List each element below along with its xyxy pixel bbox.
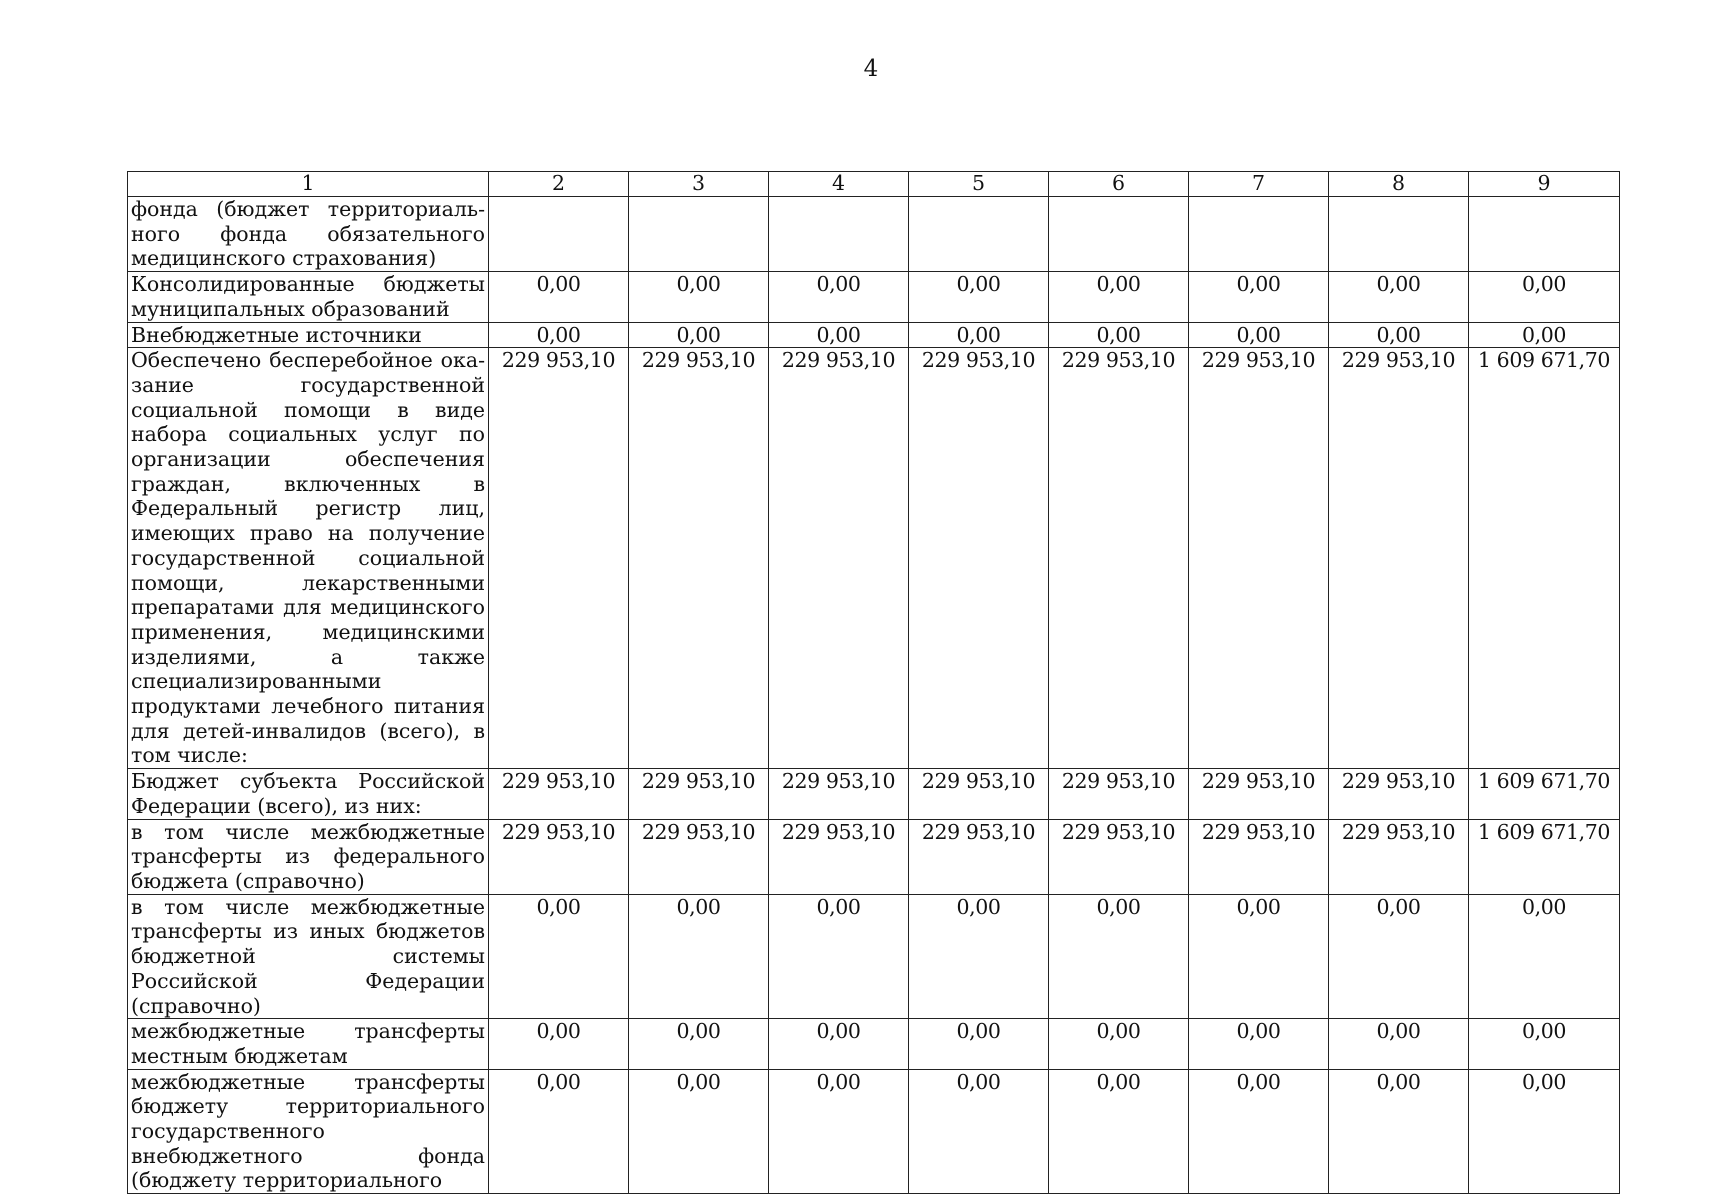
column-header: 7: [1189, 172, 1329, 197]
row-value: 0,00: [769, 1069, 909, 1194]
row-value: 229 953,10: [769, 348, 909, 769]
row-value: 229 953,10: [769, 819, 909, 894]
row-value: 229 953,10: [1049, 769, 1189, 819]
row-value: 0,00: [489, 322, 629, 348]
row-value: 229 953,10: [1189, 819, 1329, 894]
row-value: 0,00: [1189, 322, 1329, 348]
column-header: 9: [1469, 172, 1620, 197]
row-value: 0,00: [629, 1069, 769, 1194]
row-value: 229 953,10: [909, 819, 1049, 894]
row-value: 0,00: [1469, 1069, 1620, 1194]
table-row: [128, 769, 1620, 819]
row-value: [769, 197, 909, 272]
row-value: 0,00: [1189, 1019, 1329, 1069]
row-value: 0,00: [1329, 1069, 1469, 1194]
row-label: межбюджетные трансферты местным бюджетам: [128, 1019, 489, 1069]
row-value: 0,00: [489, 272, 629, 322]
row-value: 0,00: [909, 1069, 1049, 1194]
row-value: 229 953,10: [629, 819, 769, 894]
table-row: [128, 197, 1620, 272]
column-header: 1: [128, 172, 489, 197]
row-label: Обеспечено бесперебойное оказание государственной социальной помощи в виде набора социальных услуг по организации обеспечения граждан, включенных в Федеральный регистр лиц, имеющих право на получение государственной социальной помощи, лекарственными препаратами для медицинского применения, медицинскими изделиями, а также специализированными продуктами лечебного питания для детей-инвалидов (всего), в том числе:: [128, 348, 489, 769]
row-value: 229 953,10: [1329, 819, 1469, 894]
row-value: 0,00: [1469, 894, 1620, 1019]
row-value: 229 953,10: [769, 769, 909, 819]
row-value: 0,00: [909, 894, 1049, 1019]
row-label: межбюджетные трансферты бюджету территориального государственного внебюджетного фонда (бюджету территориального: [128, 1069, 489, 1194]
row-value: 0,00: [1329, 322, 1469, 348]
row-value: 229 953,10: [1189, 348, 1329, 769]
row-value: 0,00: [489, 1069, 629, 1194]
row-label: в том числе межбюджетные трансферты из федерального бюджета (справочно): [128, 819, 489, 894]
column-number-row: [128, 172, 1620, 197]
row-label: Бюджет субъекта Российской Федерации (всего), из них:: [128, 769, 489, 819]
table-row: [128, 1019, 1620, 1069]
row-value: 0,00: [909, 1019, 1049, 1069]
row-value: [1049, 197, 1189, 272]
row-value: 0,00: [1329, 894, 1469, 1019]
row-label: Внебюджетные источники: [128, 322, 489, 348]
row-value: 0,00: [1189, 1069, 1329, 1194]
row-value: 0,00: [769, 322, 909, 348]
row-value: 229 953,10: [489, 348, 629, 769]
row-value: 0,00: [629, 272, 769, 322]
row-value: 0,00: [1329, 1019, 1469, 1069]
budget-table: [127, 171, 1620, 1194]
column-header: 4: [769, 172, 909, 197]
row-value: 0,00: [1189, 894, 1329, 1019]
row-value: 0,00: [629, 894, 769, 1019]
row-value: 0,00: [1469, 272, 1620, 322]
row-value: 0,00: [1469, 1019, 1620, 1069]
row-value: 0,00: [909, 272, 1049, 322]
row-value: 229 953,10: [1329, 769, 1469, 819]
row-value: 0,00: [489, 1019, 629, 1069]
table-row: [128, 894, 1620, 1019]
row-label: Консолидированные бюджеты муниципальных образований: [128, 272, 489, 322]
row-value: 0,00: [769, 1019, 909, 1069]
row-value: [629, 197, 769, 272]
row-value: 229 953,10: [489, 769, 629, 819]
column-header: 8: [1329, 172, 1469, 197]
row-value: 0,00: [769, 894, 909, 1019]
row-value: [489, 197, 629, 272]
row-value: 229 953,10: [629, 769, 769, 819]
row-value: 229 953,10: [909, 769, 1049, 819]
row-value: 229 953,10: [489, 819, 629, 894]
row-value: 0,00: [1049, 1069, 1189, 1194]
row-value: 229 953,10: [629, 348, 769, 769]
row-value: [1189, 197, 1329, 272]
row-value: 0,00: [1469, 322, 1620, 348]
column-header: 6: [1049, 172, 1189, 197]
column-header: 2: [489, 172, 629, 197]
row-value: 0,00: [1329, 272, 1469, 322]
table-row: [128, 1069, 1620, 1194]
table-row: [128, 272, 1620, 322]
row-value: 229 953,10: [1329, 348, 1469, 769]
column-header: 3: [629, 172, 769, 197]
row-value: 0,00: [1189, 272, 1329, 322]
row-value: 1 609 671,70: [1469, 819, 1620, 894]
row-value: 0,00: [769, 272, 909, 322]
row-value: 229 953,10: [1189, 769, 1329, 819]
row-value: 0,00: [1049, 322, 1189, 348]
page-number: 4: [863, 56, 879, 82]
row-value: 0,00: [489, 894, 629, 1019]
row-value: 1 609 671,70: [1469, 348, 1620, 769]
row-label: в том числе межбюджетные трансферты из иных бюджетов бюджетной системы Российской Федерации (справочно): [128, 894, 489, 1019]
row-value: 0,00: [909, 322, 1049, 348]
row-value: 229 953,10: [1049, 348, 1189, 769]
row-value: 0,00: [629, 322, 769, 348]
row-value: 0,00: [1049, 894, 1189, 1019]
row-label: фонда (бюджет территориального фонда обязательного медицинского страхования): [128, 197, 489, 272]
row-value: 1 609 671,70: [1469, 769, 1620, 819]
row-value: [1329, 197, 1469, 272]
table-row: [128, 322, 1620, 348]
table-row: [128, 819, 1620, 894]
table-row: [128, 348, 1620, 769]
row-value: [1469, 197, 1620, 272]
row-value: 0,00: [1049, 1019, 1189, 1069]
row-value: 0,00: [1049, 272, 1189, 322]
row-value: 229 953,10: [909, 348, 1049, 769]
row-value: 229 953,10: [1049, 819, 1189, 894]
column-header: 5: [909, 172, 1049, 197]
row-value: [909, 197, 1049, 272]
row-value: 0,00: [629, 1019, 769, 1069]
